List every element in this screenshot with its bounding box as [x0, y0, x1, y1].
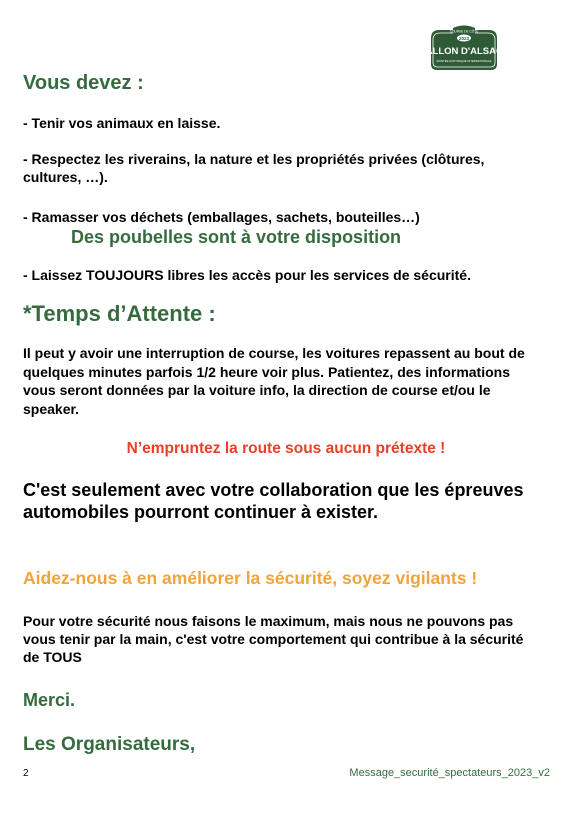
section-title-temps-attente: *Temps d’Attente :	[23, 301, 216, 326]
rule-item: - Tenir vos animaux en laisse.	[23, 115, 221, 131]
waiting-time-text: Il peut y avoir une interruption de course, les voitures repassent au bout de quelques minutes parfois 1/2 heure voir plus. Patientez, des informations vous seront données par la voiture info, la direction de course et/ou le speaker.	[23, 345, 525, 417]
road-warning: N’empruntez la route sous aucun prétexte !	[126, 440, 446, 457]
signature-text: Les Organisateurs,	[23, 734, 196, 755]
logo-subtext: MONTÉE HISTORIQUE INTERNATIONALE	[436, 59, 492, 63]
logo-top-text: COURSE DE CÔTE	[449, 29, 479, 34]
document-filename: Message_securité_spectateurs_2023_v2	[349, 767, 550, 779]
page-number: 2	[23, 768, 29, 779]
rule-item: - Laissez TOUJOURS libres les accès pour les services de sécurité.	[23, 267, 471, 283]
section-title-vous-devez: Vous devez :	[23, 72, 144, 94]
logo-name: BALLON D'ALSACE	[418, 46, 510, 57]
thanks-text: Merci.	[23, 690, 76, 710]
vigilance-text: Aidez-nous à en améliorer la sécurité, soyez vigilants !	[23, 568, 478, 588]
collaboration-text: C'est seulement avec votre collaboration que les épreuves automobiles pourront continuer à exister.	[23, 480, 524, 522]
rule-item: - Respectez les riverains, la nature et les propriétés privées (clôtures, cultures, …).	[23, 151, 485, 185]
logo-year: 2023	[458, 35, 470, 41]
security-text: Pour votre sécurité nous faisons le maximum, mais nous ne pouvons pas vous tenir par la main, c'est votre comportement qui contribue à la sécurité de TOUS	[23, 613, 524, 665]
rule-item: - Ramasser vos déchets (emballages, sachets, bouteilles…)	[23, 209, 420, 225]
bins-note: Des poubelles sont à votre disposition	[71, 227, 402, 247]
ballon-alsace-logo	[418, 24, 510, 74]
